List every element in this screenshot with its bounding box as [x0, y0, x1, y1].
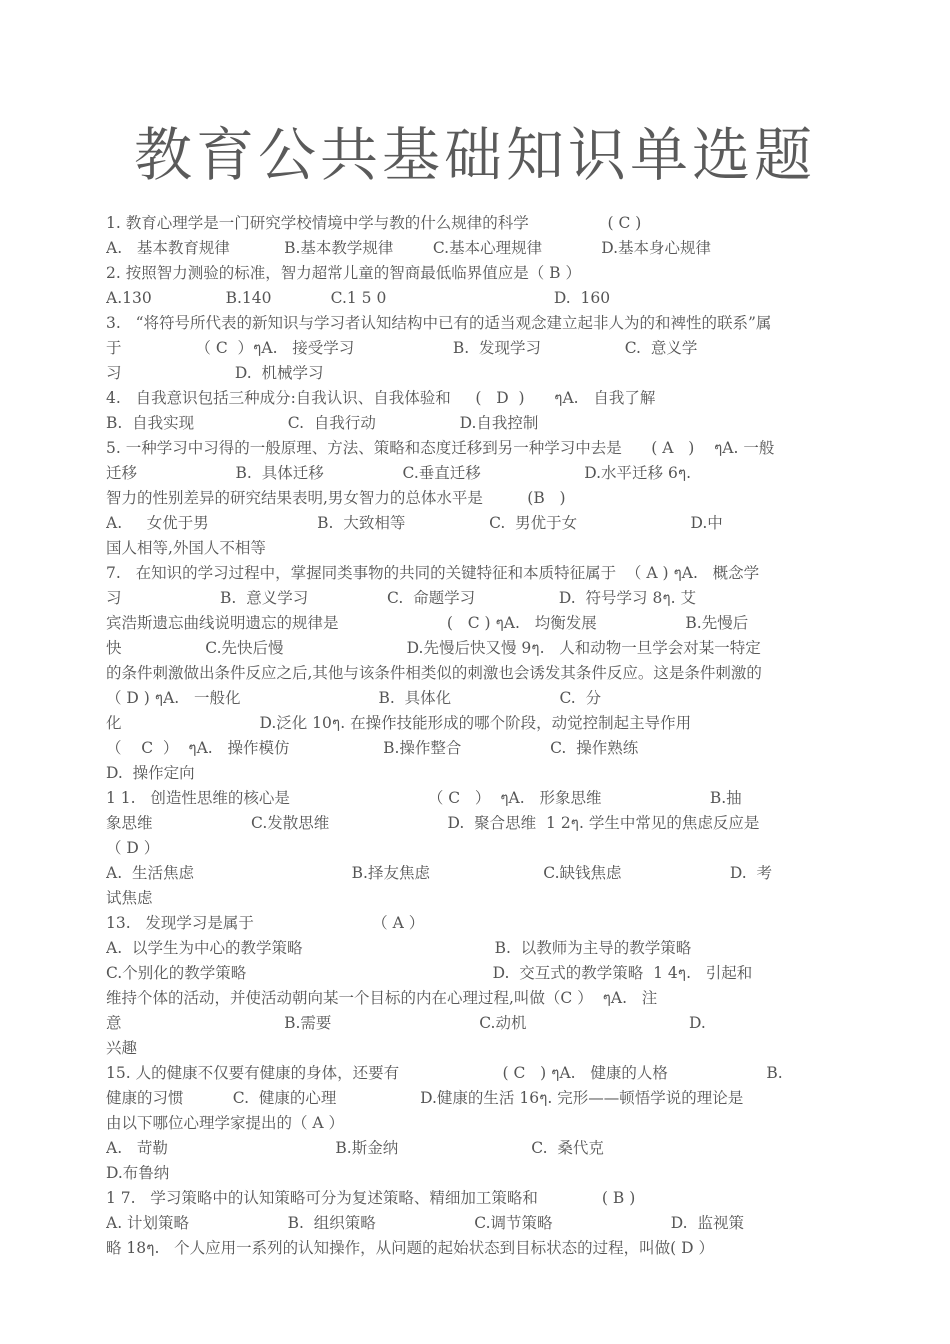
text-line: 化 D.泛化 10ๆ. 在操作技能形成的哪个阶段，动觉控制起主导作用: [106, 714, 692, 732]
page-title: 教育公共基础知识单选题: [133, 121, 816, 189]
text-line: 1 7. 学习策略中的认知策略可分为复述策略、精细加工策略和 ( B ): [106, 1189, 636, 1207]
text-line: 1 1. 创造性思维的核心是 （ C ） ๆA. 形象思维 B.抽: [106, 789, 742, 807]
text-line: 7. 在知识的学习过程中，掌握同类事物的共同的关键特征和本质特征属于 （ A ) ๆA. 概念学: [106, 564, 760, 582]
text-line: 略 18ๆ. 个人应用一系列的认知操作，从问题的起始状态到目标状态的过程，叫做( D ）: [106, 1239, 715, 1257]
text-line: 3. “将符号所代表的新知识与学习者认知结构中已有的适当观念建立起非人为的和裨性的联系”属: [106, 314, 772, 332]
text-line: 4. 自我意识包括三种成分:自我认识、自我体验和 ( D ) ๆA. 自我了解: [106, 389, 656, 407]
text-line: 习 D. 机械学习: [106, 364, 324, 382]
text-line: 国人相等,外国人不相等: [106, 539, 266, 557]
text-line: （ D ）: [106, 839, 160, 857]
text-line: 快 C.先快后慢 D.先慢后快又慢 9ๆ. 人和动物一旦学会对某一特定: [106, 639, 761, 657]
text-line: 意 B.需要 C.动机 D.: [106, 1014, 706, 1032]
text-line: B. 自我实现 C. 自我行动 D.自我控制: [106, 414, 539, 432]
text-line: 于 （ C ）ๆA. 接受学习 B. 发现学习 C. 意义学: [106, 339, 698, 357]
text-line: 的条件刺激做出条件反应之后,其他与该条件相类似的刺激也会诱发其条件反应。这是条件刺激的: [106, 664, 762, 682]
text-line: （ D ) ๆA. 一般化 B. 具体化 C. 分: [106, 689, 602, 707]
text-line: A. 生活焦虑 B.择友焦虑 C.缺钱焦虑 D. 考: [106, 864, 773, 882]
text-line: （ C ） ๆA. 操作模仿 B.操作整合 C. 操作熟练: [106, 739, 639, 757]
text-line: A. 女优于男 B. 大致相等 C. 男优于女 D.中: [106, 514, 723, 532]
text-line: 宾浩斯遗忘曲线说明遗忘的规律是 ( C ) ๆA. 均衡发展 B.先慢后: [106, 614, 749, 632]
question-list: [106, 211, 846, 1261]
text-line: 2. 按照智力测验的标准，智力超常儿童的智商最低临界值应是（ B ）: [106, 264, 581, 282]
text-line: 健康的习惯 C. 健康的心理 D.健康的生活 16ๆ. 完形——顿悟学说的理论是: [106, 1089, 744, 1107]
text-line: 试焦虑: [106, 889, 153, 907]
text-line: A. 计划策略 B. 组织策略 C.调节策略 D. 监视策: [106, 1214, 744, 1232]
text-line: 习 B. 意义学习 C. 命题学习 D. 符号学习 8ๆ. 艾: [106, 589, 697, 607]
text-line: 兴趣: [106, 1039, 138, 1057]
text-line: C.个别化的教学策略 D. 交互式的教学策略 1 4ๆ. 引起和: [106, 964, 753, 982]
text-line: A. 基本教育规律 B.基本教学规律 C.基本心理规律 D.基本身心规律: [106, 239, 711, 257]
text-line: A. 苛勒 B.斯金纳 C. 桑代克: [106, 1139, 604, 1157]
text-line: 13. 发现学习是属于 （ A ）: [106, 914, 425, 932]
text-line: 5. 一种学习中习得的一般原理、方法、策略和态度迁移到另一种学习中去是 ( A ) ๆA. 一般: [106, 439, 775, 457]
text-line: 智力的性别差异的研究结果表明,男女智力的总体水平是 (B ): [106, 489, 566, 507]
text-line: A. 以学生为中心的教学策略 B. 以教师为主导的教学策略: [106, 939, 692, 957]
text-line: 由以下哪位心理学家提出的（ A ）: [106, 1114, 345, 1132]
text-line: D.布鲁纳: [106, 1164, 170, 1182]
text-line: 1. 教育心理学是一门研究学校情境中学与教的什么规律的科学 ( C ): [106, 214, 642, 232]
text-line: A.130 B.140 C.1 5 0 D. 160: [106, 289, 611, 307]
text-line: 维持个体的活动，并使活动朝向某一个目标的内在心理过程,叫做（C ） ๆA. 注: [106, 989, 658, 1007]
text-line: 象思维 C.发散思维 D. 聚合思维 1 2ๆ. 学生中常见的焦虑反应是: [106, 814, 760, 832]
text-line: 15. 人的健康不仅要有健康的身体，还要有 ( C ) ๆA. 健康的人格 B.: [106, 1064, 783, 1082]
text-line: 迁移 B. 具体迁移 C.垂直迁移 D.水平迁移 6ๆ.: [106, 464, 692, 482]
text-line: D. 操作定向: [106, 764, 195, 782]
